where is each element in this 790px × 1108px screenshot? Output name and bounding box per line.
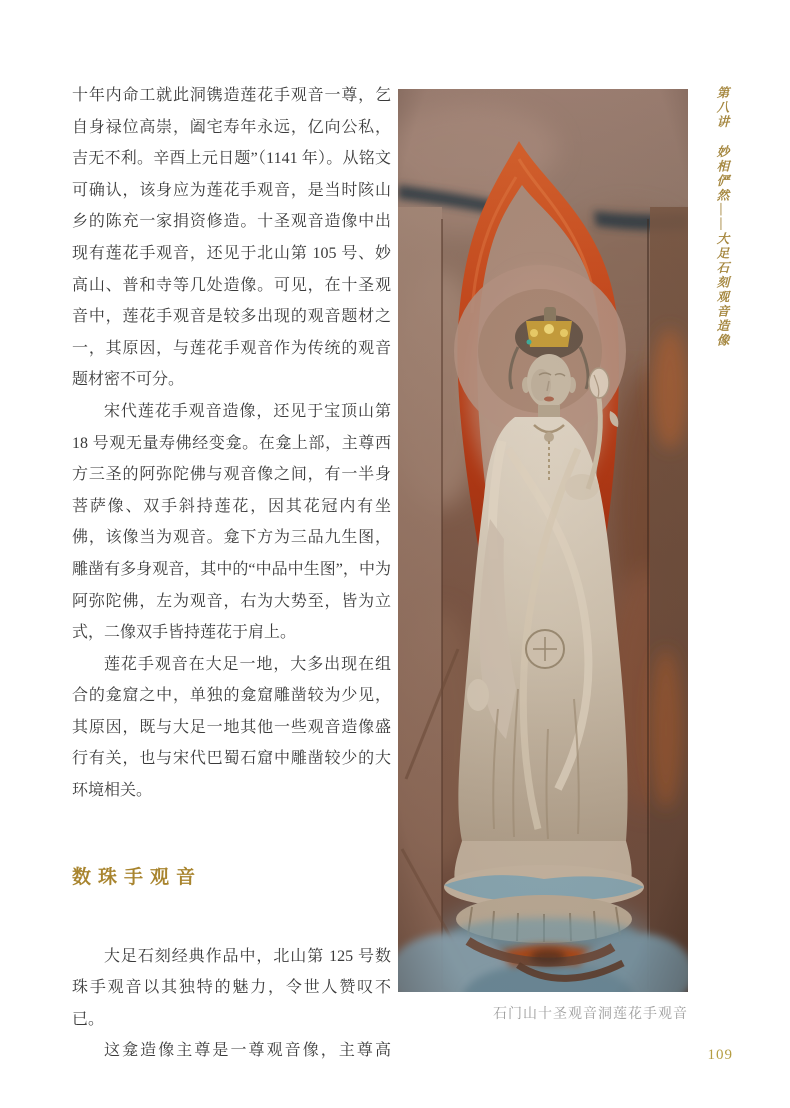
text-column [72,80,391,1067]
paragraph: 这龛造像主尊是一尊观音像，主尊高 [104,1042,391,1060]
statue-photo-art [398,89,688,992]
margin-chapter-title: 妙相俨然——大足石刻观音造像 [715,144,729,348]
margin-chapter-label: 第八讲 [715,86,729,130]
vignette [398,89,688,992]
margin-running-head [712,86,732,348]
statue-photo [398,89,688,992]
paragraph: 十年内命工就此洞镌造莲花手观音一尊，乞自身禄位高崇，阖宅寿年永远，亿向公私，吉无不利。辛酉上元日题”（1141 年）。从铭文可确认，该身应为莲花手观音，是当时陔山乡的陈充一家捐资修造。十圣观音造像中出现有莲花手观音，还见于北山第 105 号、妙高山、普和寺等几处造像。可见，在十圣观音中，莲花手观音是较多出现的观音题材之一，其原因，与莲花手观音作为传统的观音题材密不可分。 [72,87,391,389]
paragraph: 宋代莲花手观音造像，还见于宝顶山第 18 号观无量寿佛经变龛。在龛上部，主尊西方三圣的阿弥陀佛与观音像之间，有一半身菩萨像、双手斜持莲花，因其花冠内有坐佛，该像当为观音。龛下方为三品九生图，雕凿有多身观音，其中的“中品中生图”，中为阿弥陀佛，左为观音，右为大势至，皆为立式，二像双手皆持莲花于肩上。 [72,402,391,642]
page-number: 109 [707,1047,733,1063]
section-heading: 数珠手观音 [72,866,203,888]
figure-caption: 石门山十圣观音洞莲花手观音 [493,1007,688,1022]
paragraph: 莲花手观音在大足一地，大多出现在组合的龛窟之中，单独的龛窟雕凿较为少见，其原因，既与大足一地其他一些观音造像盛行有关，也与宋代巴蜀石窟中雕凿较少的大环境相关。 [72,655,391,800]
figure [398,89,688,1023]
paragraph: 大足石刻经典作品中，北山第 125 号数珠手观音以其独特的魅力，令世人赞叹不已。 [72,947,391,1028]
